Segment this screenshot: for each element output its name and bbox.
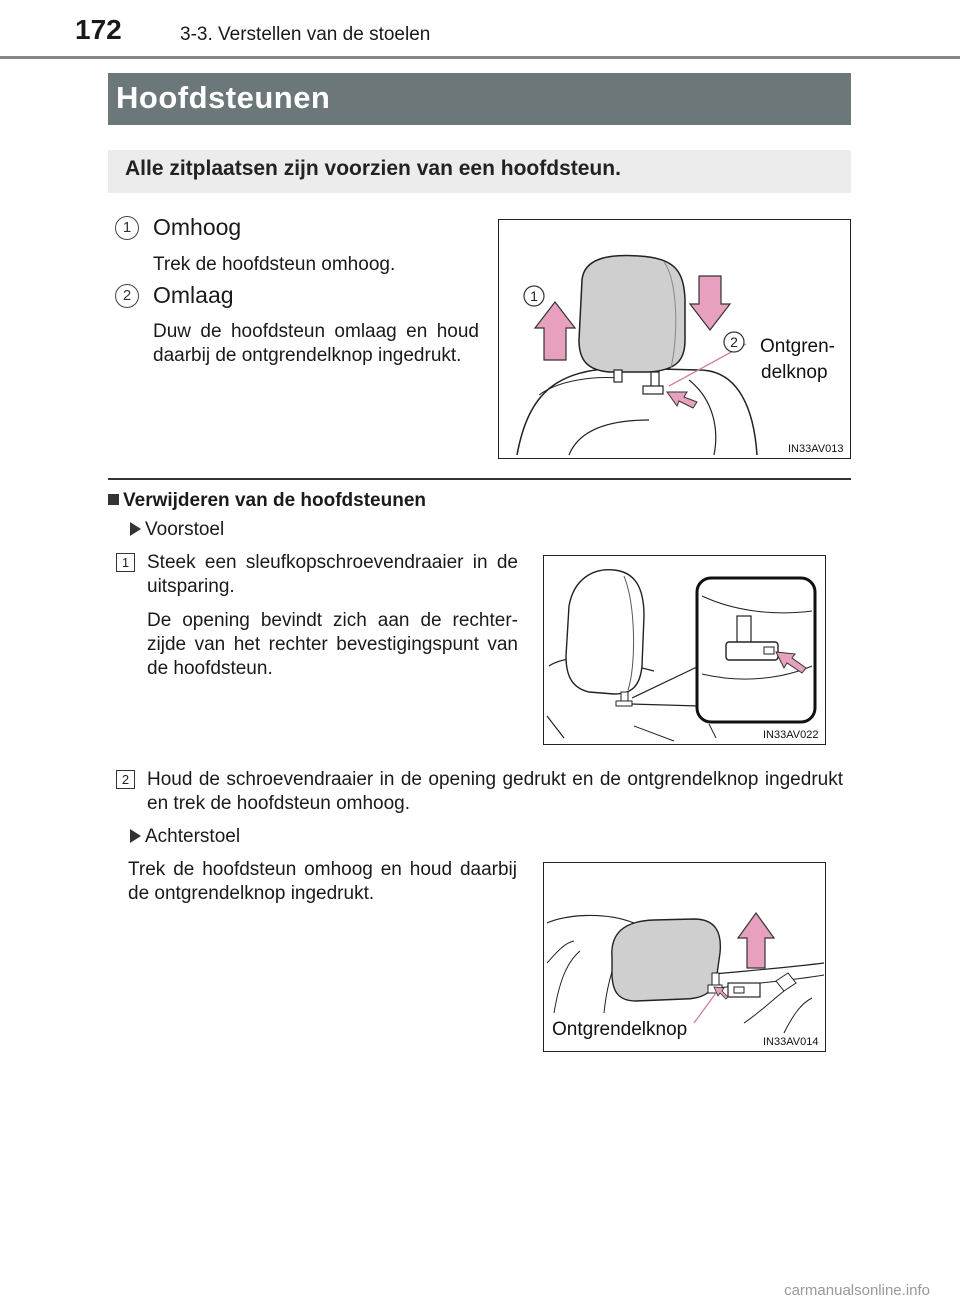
headrest-adjust-illustration <box>499 220 851 459</box>
step-1-text: Steek een sleufkopschroevendraaier in de uitsparing. <box>147 552 518 597</box>
chapter-title: 3-3. Verstellen van de stoelen <box>180 24 431 45</box>
step-number-badge: 1 <box>116 553 135 572</box>
step-number-badge: 2 <box>116 770 135 789</box>
item-text-up: Trek de hoofdsteun omhoog. <box>153 254 396 275</box>
front-removal-illustration <box>544 556 826 745</box>
removal-heading-text: Verwijderen van de hoofdsteunen <box>123 490 427 511</box>
figure-front-removal <box>543 555 826 745</box>
item-title-down: Omlaag <box>153 282 234 308</box>
figure-code: IN33AV013 <box>788 443 844 455</box>
step-1-note: De opening bevindt zich aan de rechter-zijde van het rechter bevestigingspunt van de hoofdsteun. <box>147 610 518 679</box>
square-bullet-icon <box>108 494 119 505</box>
item-text-down: Duw de hoofdsteun omlaag en houd daarbij de ontgrendelknop ingedrukt. <box>153 321 479 366</box>
rear-seat-text: Trek de hoofdsteun omhoog en houd daarbij de ontgrendelknop ingedrukt. <box>128 859 517 904</box>
triangle-bullet-icon <box>130 522 141 536</box>
triangle-bullet-icon <box>130 829 141 843</box>
header-divider <box>0 56 960 59</box>
figure-code: IN33AV022 <box>763 729 819 741</box>
item-number-badge: 1 <box>115 216 139 240</box>
figure-code: IN33AV014 <box>763 1036 819 1048</box>
figure-headrest-adjust <box>498 219 851 459</box>
figure-rear-removal <box>543 862 826 1052</box>
rear-seat-label <box>130 825 240 849</box>
intro-text: Alle zitplaatsen zijn voorzien van een hoofdsteun. <box>125 157 621 180</box>
removal-heading <box>108 490 426 512</box>
front-seat-label <box>130 518 224 542</box>
section-title: Hoofdsteunen <box>116 80 331 115</box>
release-button-label-line2: delknop <box>761 362 828 383</box>
release-button-label-line1: Ontgren- <box>760 336 835 357</box>
item-title-up: Omhoog <box>153 214 242 240</box>
section-banner <box>108 73 851 125</box>
intro-box <box>108 150 851 193</box>
rear-removal-illustration <box>544 863 826 1052</box>
item-number-badge: 2 <box>115 284 139 308</box>
section-divider <box>108 478 851 480</box>
callout-down-label: 2 <box>730 334 738 350</box>
page-number: 172 <box>75 14 122 45</box>
rear-seat-label-text: Achterstoel <box>145 826 241 847</box>
footer-watermark: carmanualsonline.info <box>784 1282 930 1299</box>
release-button-label: Ontgrendelknop <box>552 1019 688 1040</box>
front-seat-label-text: Voorstoel <box>145 519 225 540</box>
callout-up-label: 1 <box>530 288 538 304</box>
step-2-text: Houd de schroevendraaier in de opening gedrukt en de ontgrendelknop ingedrukt en trek de hoofdsteun omhoog. <box>147 769 843 814</box>
